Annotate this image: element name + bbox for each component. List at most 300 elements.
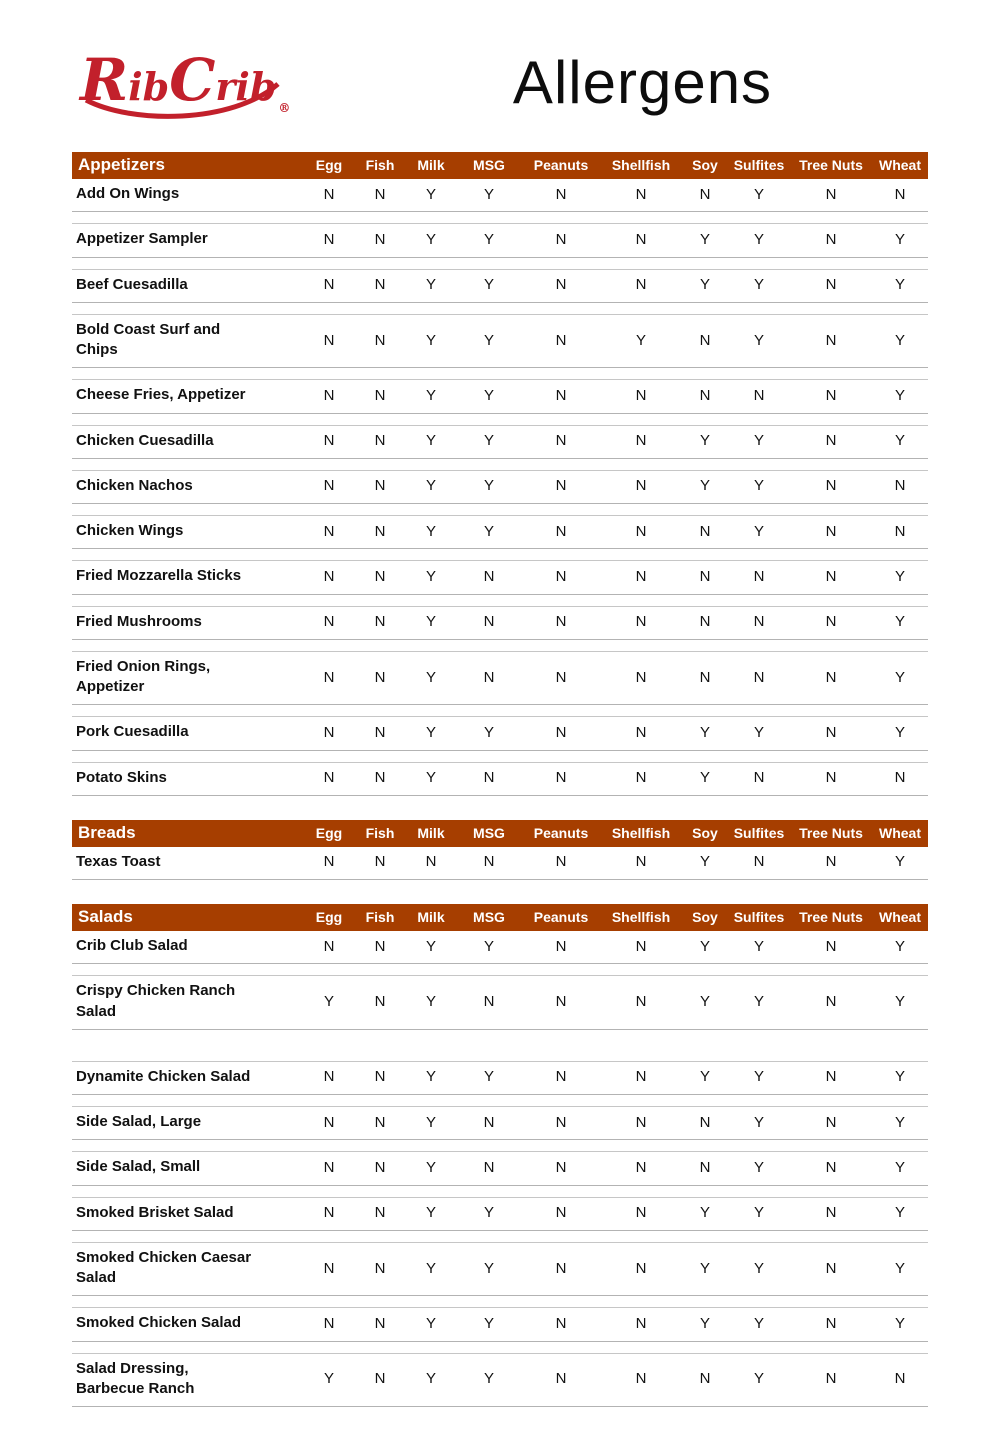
allergen-value-cell: Y xyxy=(406,606,456,639)
allergen-value-cell: N xyxy=(304,1242,354,1296)
allergen-value-cell: Y xyxy=(872,224,928,257)
allergen-value-cell: N xyxy=(522,1308,600,1341)
row-spacer-cell xyxy=(72,549,928,561)
allergen-value-cell: Y xyxy=(406,1152,456,1185)
allergen-value-cell: N xyxy=(522,179,600,212)
item-name: Side Salad, Small xyxy=(76,1158,201,1176)
allergen-value-cell: Y xyxy=(456,179,522,212)
allergen-value-cell: N xyxy=(872,470,928,503)
allergen-value-cell: Y xyxy=(682,470,728,503)
allergen-value-cell: Y xyxy=(728,224,790,257)
allergen-value-cell: N xyxy=(354,425,406,458)
allergen-value-cell: Y xyxy=(682,224,728,257)
allergen-value-cell: Y xyxy=(682,1061,728,1094)
row-spacer xyxy=(72,1230,928,1242)
item-name: Smoked Brisket Salad xyxy=(76,1203,234,1221)
row-spacer-cell xyxy=(72,368,928,380)
allergen-value-cell: N xyxy=(790,1152,872,1185)
row-spacer-cell xyxy=(72,750,928,762)
column-header: Fish xyxy=(354,820,406,847)
column-header: Peanuts xyxy=(522,152,600,179)
allergen-value-cell: N xyxy=(354,1061,406,1094)
allergen-value-cell: N xyxy=(304,269,354,302)
table-row xyxy=(72,425,928,458)
allergen-value-cell: N xyxy=(522,762,600,795)
row-spacer xyxy=(72,549,928,561)
allergen-value-cell: Y xyxy=(872,269,928,302)
table-row xyxy=(72,179,928,212)
allergen-value-cell: N xyxy=(406,847,456,880)
allergen-value-cell: Y xyxy=(406,179,456,212)
allergen-value-cell: N xyxy=(728,380,790,413)
item-name-cell xyxy=(72,516,304,549)
registered-mark: ® xyxy=(278,101,291,115)
allergen-value-cell: N xyxy=(600,224,682,257)
allergen-value-cell: N xyxy=(682,1152,728,1185)
allergen-value-cell: N xyxy=(682,1107,728,1140)
row-spacer xyxy=(72,1140,928,1152)
row-spacer-cell xyxy=(72,639,928,651)
row-spacer-cell xyxy=(72,257,928,269)
allergen-value-cell: N xyxy=(304,762,354,795)
item-name-cell xyxy=(72,1242,304,1296)
column-header: Fish xyxy=(354,152,406,179)
item-name: Chicken Nachos xyxy=(76,476,193,494)
row-spacer xyxy=(72,212,928,224)
allergen-value-cell: N xyxy=(600,1152,682,1185)
column-header: Peanuts xyxy=(522,820,600,847)
table-row xyxy=(72,561,928,594)
logo-letter: rib xyxy=(215,64,277,109)
table-row xyxy=(72,931,928,964)
allergen-value-cell: Y xyxy=(728,976,790,1030)
row-spacer-cell xyxy=(72,413,928,425)
allergen-value-cell: N xyxy=(600,561,682,594)
allergen-value-cell: N xyxy=(728,762,790,795)
allergen-value-cell: N xyxy=(522,1242,600,1296)
allergen-value-cell: N xyxy=(790,425,872,458)
item-name-cell xyxy=(72,651,304,705)
allergen-value-cell: Y xyxy=(406,269,456,302)
column-header: MSG xyxy=(456,152,522,179)
section-header-row xyxy=(72,904,928,931)
allergen-value-cell: N xyxy=(354,1353,406,1407)
item-name-cell xyxy=(72,269,304,302)
allergen-value-cell: Y xyxy=(872,717,928,750)
column-header: Tree Nuts xyxy=(790,904,872,931)
table-row xyxy=(72,847,928,880)
item-name-cell xyxy=(72,931,304,964)
allergen-value-cell: N xyxy=(456,976,522,1030)
allergen-value-cell: Y xyxy=(600,314,682,368)
allergen-value-cell: N xyxy=(522,224,600,257)
allergen-value-cell: N xyxy=(456,847,522,880)
allergen-value-cell: N xyxy=(354,606,406,639)
allergen-value-cell: N xyxy=(600,976,682,1030)
allergen-value-cell: Y xyxy=(728,516,790,549)
allergen-section xyxy=(72,820,928,880)
allergen-value-cell: N xyxy=(682,651,728,705)
allergen-value-cell: Y xyxy=(728,1152,790,1185)
allergen-value-cell: Y xyxy=(728,717,790,750)
row-spacer-cell xyxy=(72,212,928,224)
item-name-cell xyxy=(72,1152,304,1185)
allergen-value-cell: Y xyxy=(456,314,522,368)
allergen-value-cell: Y xyxy=(456,516,522,549)
table-row xyxy=(72,314,928,368)
allergen-value-cell: N xyxy=(522,1107,600,1140)
column-header: Egg xyxy=(304,820,354,847)
allergen-value-cell: N xyxy=(304,717,354,750)
item-name-cell xyxy=(72,1061,304,1094)
allergen-value-cell: N xyxy=(354,1242,406,1296)
allergen-value-cell: Y xyxy=(728,1353,790,1407)
allergen-value-cell: Y xyxy=(406,314,456,368)
logo-letter: C xyxy=(169,46,216,114)
allergen-value-cell: N xyxy=(354,516,406,549)
allergen-value-cell: N xyxy=(522,976,600,1030)
allergen-value-cell: Y xyxy=(406,931,456,964)
column-header: MSG xyxy=(456,820,522,847)
column-header: Soy xyxy=(682,820,728,847)
allergen-value-cell: N xyxy=(354,651,406,705)
allergen-value-cell: N xyxy=(600,651,682,705)
allergen-value-cell: Y xyxy=(682,269,728,302)
item-name-cell xyxy=(72,847,304,880)
row-spacer-cell xyxy=(72,964,928,976)
allergen-value-cell: N xyxy=(682,516,728,549)
row-spacer xyxy=(72,964,928,976)
column-header: Wheat xyxy=(872,152,928,179)
column-header: Egg xyxy=(304,904,354,931)
table-row xyxy=(72,224,928,257)
allergen-value-cell: Y xyxy=(406,1107,456,1140)
table-row xyxy=(72,269,928,302)
item-name: Texas Toast xyxy=(76,852,161,870)
allergen-value-cell: N xyxy=(600,931,682,964)
row-spacer-cell xyxy=(72,1029,928,1061)
allergen-value-cell: N xyxy=(354,470,406,503)
table-row xyxy=(72,1242,928,1296)
allergen-value-cell: N xyxy=(354,1308,406,1341)
allergen-value-cell: N xyxy=(522,847,600,880)
allergen-value-cell: N xyxy=(790,976,872,1030)
allergen-value-cell: N xyxy=(304,314,354,368)
item-name: Chicken Cuesadilla xyxy=(76,431,214,449)
allergen-value-cell: Y xyxy=(682,1308,728,1341)
item-name-cell xyxy=(72,380,304,413)
allergen-value-cell: N xyxy=(304,1107,354,1140)
allergen-value-cell: N xyxy=(790,847,872,880)
item-name: Salad Dressing, Barbecue Ranch xyxy=(76,1359,195,1397)
allergen-value-cell: Y xyxy=(682,1197,728,1230)
allergen-value-cell: Y xyxy=(728,1107,790,1140)
table-row xyxy=(72,470,928,503)
item-name: Side Salad, Large xyxy=(76,1113,202,1130)
table-row xyxy=(72,1107,928,1140)
row-spacer-cell xyxy=(72,302,928,314)
allergen-value-cell: N xyxy=(600,606,682,639)
allergen-value-cell: N xyxy=(600,1197,682,1230)
allergen-value-cell: N xyxy=(682,380,728,413)
allergen-value-cell: Y xyxy=(682,1242,728,1296)
allergen-value-cell: Y xyxy=(406,717,456,750)
allergen-value-cell: N xyxy=(304,425,354,458)
allergen-value-cell: Y xyxy=(456,269,522,302)
allergen-value-cell: Y xyxy=(406,561,456,594)
row-spacer xyxy=(72,1185,928,1197)
allergen-value-cell: Y xyxy=(406,651,456,705)
column-header: Wheat xyxy=(872,904,928,931)
column-header: Milk xyxy=(406,152,456,179)
item-name-cell xyxy=(72,976,304,1030)
allergen-value-cell: N xyxy=(354,1152,406,1185)
allergen-value-cell: N xyxy=(790,269,872,302)
item-name: Appetizer Sampler xyxy=(76,230,208,248)
allergen-value-cell: Y xyxy=(406,224,456,257)
allergen-value-cell: N xyxy=(304,606,354,639)
column-header: MSG xyxy=(456,904,522,931)
allergen-value-cell: N xyxy=(600,1107,682,1140)
allergen-value-cell: N xyxy=(354,931,406,964)
allergen-value-cell: N xyxy=(304,1152,354,1185)
allergen-value-cell: Y xyxy=(728,269,790,302)
item-name: Crispy Chicken Ranch Salad xyxy=(76,982,236,1020)
allergen-value-cell: N xyxy=(354,762,406,795)
ribcrib-logo xyxy=(72,34,307,126)
column-header: Milk xyxy=(406,820,456,847)
allergen-value-cell: N xyxy=(304,931,354,964)
allergen-value-cell: N xyxy=(304,847,354,880)
allergen-value-cell: N xyxy=(456,1152,522,1185)
allergen-value-cell: Y xyxy=(406,425,456,458)
item-name: Fried Onion Rings, Appetizer xyxy=(76,657,211,695)
allergen-value-cell: Y xyxy=(728,1197,790,1230)
allergen-value-cell: N xyxy=(522,314,600,368)
allergen-value-cell: N xyxy=(456,606,522,639)
allergen-value-cell: Y xyxy=(682,425,728,458)
item-name-cell xyxy=(72,470,304,503)
table-row xyxy=(72,1353,928,1407)
allergen-value-cell: N xyxy=(522,717,600,750)
row-spacer-cell xyxy=(72,1140,928,1152)
item-name: Dynamite Chicken Salad xyxy=(76,1067,251,1085)
allergen-value-cell: Y xyxy=(872,1061,928,1094)
item-name-cell xyxy=(72,1107,304,1140)
allergen-value-cell: Y xyxy=(728,931,790,964)
allergen-value-cell: N xyxy=(600,1353,682,1407)
row-spacer-cell xyxy=(72,594,928,606)
allergen-table xyxy=(72,904,928,1407)
row-spacer xyxy=(72,594,928,606)
allergen-value-cell: N xyxy=(790,516,872,549)
section-title: Salads xyxy=(72,904,304,931)
allergen-value-cell: N xyxy=(790,380,872,413)
allergen-value-cell: Y xyxy=(456,224,522,257)
column-header: Milk xyxy=(406,904,456,931)
item-name-cell xyxy=(72,314,304,368)
allergen-value-cell: N xyxy=(304,651,354,705)
allergen-value-cell: Y xyxy=(728,425,790,458)
column-header: Fish xyxy=(354,904,406,931)
allergen-value-cell: N xyxy=(600,1308,682,1341)
allergen-value-cell: Y xyxy=(456,717,522,750)
item-name: Smoked Chicken Salad xyxy=(76,1314,242,1332)
allergen-value-cell: N xyxy=(522,651,600,705)
allergen-value-cell: N xyxy=(522,380,600,413)
allergen-value-cell: N xyxy=(600,516,682,549)
allergen-value-cell: Y xyxy=(406,1353,456,1407)
row-spacer xyxy=(72,1095,928,1107)
allergen-value-cell: N xyxy=(790,606,872,639)
allergen-value-cell: N xyxy=(872,179,928,212)
allergen-value-cell: N xyxy=(600,717,682,750)
column-header: Egg xyxy=(304,152,354,179)
allergen-value-cell: Y xyxy=(872,1308,928,1341)
allergen-value-cell: N xyxy=(354,1197,406,1230)
allergen-value-cell: Y xyxy=(728,470,790,503)
allergen-value-cell: N xyxy=(456,651,522,705)
item-name: Chicken Wings xyxy=(76,522,184,539)
table-row xyxy=(72,516,928,549)
allergen-value-cell: Y xyxy=(872,1152,928,1185)
allergen-value-cell: Y xyxy=(682,717,728,750)
allergen-value-cell: Y xyxy=(456,425,522,458)
allergen-value-cell: Y xyxy=(406,976,456,1030)
allergen-value-cell: N xyxy=(600,847,682,880)
row-spacer xyxy=(72,750,928,762)
item-name-cell xyxy=(72,425,304,458)
column-header: Soy xyxy=(682,152,728,179)
column-header: Shellfish xyxy=(600,152,682,179)
allergen-value-cell: N xyxy=(790,1308,872,1341)
allergen-value-cell: N xyxy=(600,762,682,795)
item-name: Potato Skins xyxy=(76,768,167,786)
allergen-value-cell: N xyxy=(790,1242,872,1296)
row-spacer-cell xyxy=(72,1095,928,1107)
row-spacer xyxy=(72,1296,928,1308)
item-name: Smoked Chicken Caesar Salad xyxy=(76,1248,252,1286)
item-name-cell xyxy=(72,717,304,750)
allergen-value-cell: N xyxy=(522,931,600,964)
column-header: Shellfish xyxy=(600,820,682,847)
allergen-sections xyxy=(72,152,928,1407)
allergen-value-cell: N xyxy=(728,561,790,594)
table-row xyxy=(72,1061,928,1094)
allergen-value-cell: Y xyxy=(682,762,728,795)
allergen-value-cell: Y xyxy=(682,931,728,964)
allergen-value-cell: N xyxy=(354,847,406,880)
logo-letter: ib xyxy=(128,64,170,109)
row-spacer xyxy=(72,1029,928,1061)
row-spacer xyxy=(72,705,928,717)
allergen-value-cell: Y xyxy=(682,847,728,880)
allergen-value-cell: N xyxy=(522,1353,600,1407)
row-spacer-cell xyxy=(72,1341,928,1353)
allergen-value-cell: N xyxy=(790,1353,872,1407)
allergen-value-cell: N xyxy=(354,976,406,1030)
allergen-value-cell: Y xyxy=(728,179,790,212)
row-spacer xyxy=(72,458,928,470)
allergen-value-cell: Y xyxy=(872,976,928,1030)
column-header: Soy xyxy=(682,904,728,931)
item-name: Cheese Fries, Appetizer xyxy=(76,386,246,404)
allergen-value-cell: Y xyxy=(406,1308,456,1341)
allergen-value-cell: N xyxy=(304,380,354,413)
allergen-table xyxy=(72,820,928,880)
allergen-value-cell: N xyxy=(682,314,728,368)
allergen-value-cell: Y xyxy=(456,1197,522,1230)
table-row xyxy=(72,1197,928,1230)
allergen-value-cell: N xyxy=(790,1197,872,1230)
allergen-value-cell: N xyxy=(728,651,790,705)
item-name: Beef Cuesadilla xyxy=(76,275,188,293)
allergen-value-cell: N xyxy=(522,1061,600,1094)
allergen-value-cell: N xyxy=(790,1107,872,1140)
row-spacer xyxy=(72,1341,928,1353)
allergen-value-cell: N xyxy=(600,1061,682,1094)
allergen-value-cell: Y xyxy=(406,380,456,413)
allergen-value-cell: Y xyxy=(682,976,728,1030)
allergen-section xyxy=(72,904,928,1407)
allergen-value-cell: N xyxy=(354,717,406,750)
column-header: Wheat xyxy=(872,820,928,847)
allergen-value-cell: N xyxy=(600,179,682,212)
table-row xyxy=(72,380,928,413)
allergen-value-cell: Y xyxy=(728,1242,790,1296)
allergen-value-cell: N xyxy=(304,1197,354,1230)
allergen-value-cell: N xyxy=(600,425,682,458)
allergen-value-cell: N xyxy=(790,561,872,594)
allergen-value-cell: N xyxy=(790,314,872,368)
allergen-value-cell: N xyxy=(354,224,406,257)
item-name: Fried Mushrooms xyxy=(76,612,202,630)
allergen-value-cell: N xyxy=(790,931,872,964)
section-header-row xyxy=(72,820,928,847)
allergen-value-cell: N xyxy=(456,561,522,594)
allergen-value-cell: Y xyxy=(728,314,790,368)
allergen-value-cell: Y xyxy=(456,931,522,964)
allergen-value-cell: Y xyxy=(304,976,354,1030)
item-name: Add On Wings xyxy=(76,185,180,202)
allergen-value-cell: Y xyxy=(406,1061,456,1094)
allergen-value-cell: Y xyxy=(406,516,456,549)
row-spacer xyxy=(72,639,928,651)
item-name-cell xyxy=(72,1353,304,1407)
allergen-value-cell: Y xyxy=(872,1107,928,1140)
allergen-value-cell: N xyxy=(304,1308,354,1341)
allergen-value-cell: N xyxy=(682,561,728,594)
allergen-value-cell: Y xyxy=(406,1242,456,1296)
allergen-value-cell: N xyxy=(790,762,872,795)
allergen-value-cell: N xyxy=(522,269,600,302)
logo-text xyxy=(72,34,307,142)
allergen-value-cell: N xyxy=(522,561,600,594)
column-header: Sulfites xyxy=(728,904,790,931)
allergen-value-cell: N xyxy=(304,1061,354,1094)
page-title: Allergens xyxy=(512,49,773,116)
allergen-value-cell: Y xyxy=(304,1353,354,1407)
allergen-value-cell: N xyxy=(600,1242,682,1296)
allergen-value-cell: N xyxy=(872,1353,928,1407)
section-title: Appetizers xyxy=(72,152,304,179)
allergen-value-cell: N xyxy=(304,224,354,257)
column-header: Tree Nuts xyxy=(790,820,872,847)
allergen-value-cell: N xyxy=(600,470,682,503)
column-header: Shellfish xyxy=(600,904,682,931)
allergen-value-cell: N xyxy=(304,516,354,549)
allergen-value-cell: Y xyxy=(872,561,928,594)
